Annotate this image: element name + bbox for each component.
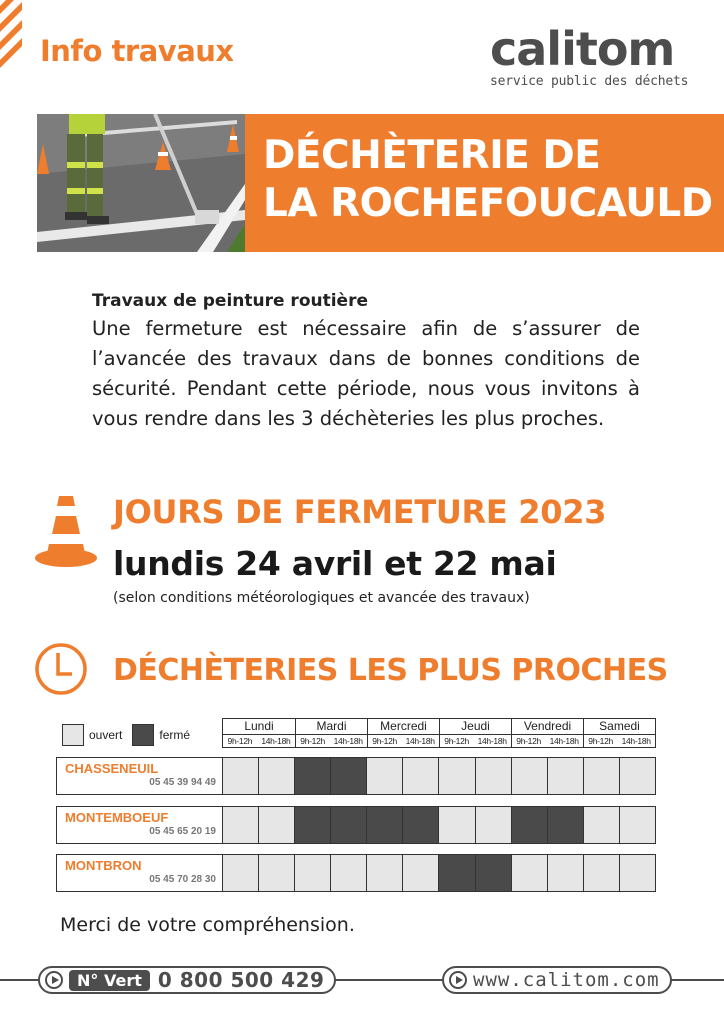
logo-name: calitom — [490, 22, 675, 76]
legend-open-swatch — [62, 724, 84, 746]
slot-afternoon-label: 14h-18h — [477, 736, 507, 746]
intro-title: Travaux de peinture routière — [92, 291, 368, 311]
day-name: Samedi — [584, 719, 655, 735]
slot-open — [619, 855, 655, 891]
green-number-link[interactable] — [38, 966, 336, 994]
site-name: CHASSENEUIL — [65, 761, 159, 776]
slot-afternoon-label: 14h-18h — [621, 736, 651, 746]
day-slot-labels — [440, 735, 511, 748]
slot-open — [402, 758, 438, 794]
slot-open — [222, 807, 258, 843]
slot-open — [222, 758, 258, 794]
slot-afternoon-label: 14h-18h — [405, 736, 435, 746]
site-row — [56, 854, 656, 892]
slot-closed — [294, 758, 330, 794]
slot-closed — [366, 807, 402, 843]
site-row — [56, 757, 656, 795]
slot-closed — [511, 807, 547, 843]
slot-open — [475, 758, 511, 794]
slot-open — [402, 855, 438, 891]
play-arrow-icon — [45, 971, 63, 989]
day-name: Mardi — [296, 719, 367, 735]
traffic-cone-icon — [34, 494, 98, 574]
green-number-label: N° Vert — [69, 970, 150, 991]
slot-open — [366, 855, 402, 891]
slot-closed — [330, 807, 366, 843]
site-name: MONTBRON — [65, 858, 142, 873]
website-link[interactable] — [442, 966, 672, 994]
slot-open — [583, 807, 619, 843]
day-column — [223, 719, 295, 748]
banner-line-2: LA ROCHEFOUCAULD — [263, 181, 713, 226]
site-slots — [222, 855, 655, 891]
slot-afternoon-label: 14h-18h — [261, 736, 291, 746]
thanks-message: Merci de votre compréhension. — [60, 914, 355, 936]
site-name-banner — [245, 114, 724, 252]
site-info — [57, 758, 222, 794]
day-name: Jeudi — [440, 719, 511, 735]
slot-open — [619, 807, 655, 843]
site-row — [56, 806, 656, 844]
slot-closed — [547, 807, 583, 843]
slot-morning-label: 9h-12h — [588, 736, 613, 746]
day-column — [439, 719, 511, 748]
slot-open — [583, 758, 619, 794]
day-name: Vendredi — [512, 719, 583, 735]
day-column — [367, 719, 439, 748]
logo-tagline: service public des déchets — [490, 74, 689, 89]
legend-closed-label: fermé — [159, 728, 191, 742]
slot-open — [330, 855, 366, 891]
day-column — [511, 719, 583, 748]
slot-open — [258, 855, 294, 891]
slot-closed — [475, 855, 511, 891]
site-slots — [222, 807, 655, 843]
road-works-photo — [37, 114, 245, 252]
site-phone: 05 45 39 94 49 — [149, 777, 216, 788]
site-phone: 05 45 70 28 30 — [149, 874, 216, 885]
slot-morning-label: 9h-12h — [444, 736, 469, 746]
closure-days-title: JOURS DE FERMETURE 2023 — [113, 493, 607, 531]
slot-morning-label: 9h-12h — [300, 736, 325, 746]
day-name: Mercredi — [368, 719, 439, 735]
phone-number: 0 800 500 429 — [157, 968, 325, 992]
slot-closed — [330, 758, 366, 794]
day-slot-labels — [584, 735, 655, 748]
slot-open — [222, 855, 258, 891]
slot-closed — [438, 855, 474, 891]
corner-stripes — [0, 0, 22, 80]
slot-morning-label: 9h-12h — [227, 736, 253, 746]
closure-dates: lundis 24 avril et 22 mai — [113, 544, 557, 583]
slot-open — [511, 758, 547, 794]
slot-closed — [294, 807, 330, 843]
slot-open — [583, 855, 619, 891]
website-url: www.calitom.com — [473, 969, 660, 991]
intro-text: Une fermeture est nécessaire afin de s’assurer de l’avancée des travaux dans de bonnes conditions de sécurité. Pendant cette période, nous vous invitons à vous rendre dans les 3 déchèteries les plus proches. — [92, 317, 640, 430]
clock-icon — [34, 642, 88, 696]
slot-open — [258, 758, 294, 794]
banner-line-1: DÉCHÈTERIE DE — [263, 133, 601, 178]
slot-afternoon-label: 14h-18h — [549, 736, 579, 746]
legend-closed-swatch — [132, 724, 154, 746]
calitom-logo[interactable] — [490, 22, 700, 89]
slot-open — [619, 758, 655, 794]
slot-morning-label: 9h-12h — [372, 736, 397, 746]
site-name: MONTEMBOEUF — [65, 810, 169, 825]
closure-note: (selon conditions météorologiques et avancée des travaux) — [113, 590, 530, 606]
intro-section — [92, 288, 640, 434]
day-slot-labels — [512, 735, 583, 748]
play-arrow-icon — [449, 971, 467, 989]
schedule-legend — [62, 722, 200, 748]
slot-open — [547, 855, 583, 891]
slot-open — [366, 758, 402, 794]
slot-open — [294, 855, 330, 891]
slot-open — [511, 855, 547, 891]
info-travaux-title: Info travaux — [40, 34, 234, 68]
slot-closed — [402, 807, 438, 843]
site-slots — [222, 758, 655, 794]
day-slot-labels — [368, 735, 439, 748]
legend-open-label: ouvert — [89, 728, 123, 742]
slot-open — [438, 758, 474, 794]
schedule-days-header — [222, 718, 656, 748]
slot-open — [438, 807, 474, 843]
day-slot-labels — [296, 735, 367, 748]
day-slot-labels — [223, 735, 295, 748]
site-info — [57, 807, 222, 843]
nearest-sites-title: DÉCHÈTERIES LES PLUS PROCHES — [113, 653, 668, 688]
slot-open — [547, 758, 583, 794]
day-column — [295, 719, 367, 748]
slot-morning-label: 9h-12h — [516, 736, 541, 746]
site-phone: 05 45 65 20 19 — [149, 826, 216, 837]
slot-afternoon-label: 14h-18h — [333, 736, 363, 746]
slot-open — [258, 807, 294, 843]
day-column — [583, 719, 655, 748]
site-info — [57, 855, 222, 891]
day-name: Lundi — [223, 719, 295, 735]
slot-open — [475, 807, 511, 843]
